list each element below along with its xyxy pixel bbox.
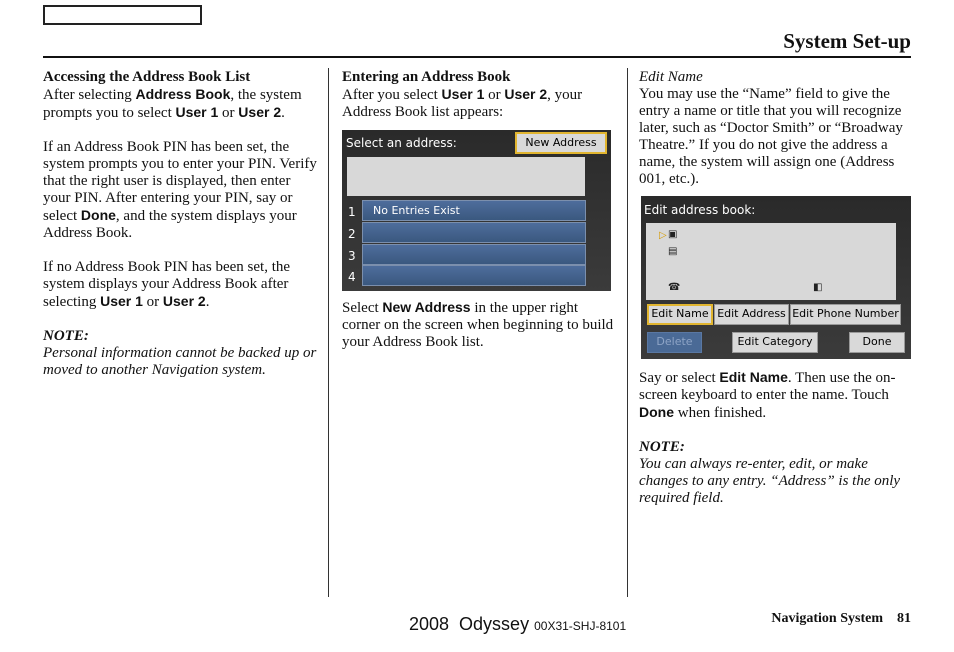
address-list-item[interactable] xyxy=(362,244,586,265)
text: or xyxy=(218,105,239,121)
ui-term: Done xyxy=(639,404,674,420)
paragraph xyxy=(43,259,318,311)
ui-term: New Address xyxy=(382,299,471,315)
text: . xyxy=(281,105,285,121)
ui-term: User 1 xyxy=(100,293,143,309)
paragraph xyxy=(43,86,318,122)
ui-term: User 2 xyxy=(504,86,548,102)
address-list-item[interactable] xyxy=(362,265,586,286)
delete-button[interactable]: Delete xyxy=(647,332,702,353)
ui-term: Edit Name xyxy=(719,369,788,385)
section-name: Navigation System xyxy=(771,611,883,626)
ui-term: User 2 xyxy=(238,104,282,120)
text: If no Address Book PIN has been set, the system displays your Address Book after selecting xyxy=(43,259,291,310)
select-address-screenshot xyxy=(342,130,611,291)
text: After selecting xyxy=(43,87,136,103)
column-divider-1 xyxy=(328,68,329,597)
text: After you select xyxy=(342,87,442,103)
text: . xyxy=(205,294,210,310)
footer-model xyxy=(409,614,626,636)
ui-term: Done xyxy=(80,207,116,223)
ui-term: User 1 xyxy=(441,86,485,102)
ui-term: User 1 xyxy=(175,104,219,120)
page-title: System Set-up xyxy=(783,29,911,53)
ui-term: User 2 xyxy=(162,293,206,309)
text: . Then use the on-screen keyboard to enter the name. Touch xyxy=(639,370,896,403)
ui-term: Address Book xyxy=(135,86,231,102)
header-rule xyxy=(43,56,911,58)
note-label: NOTE: xyxy=(43,328,89,344)
row-number: 2 xyxy=(348,227,356,241)
tab-edit-address[interactable]: Edit Address xyxy=(714,304,789,325)
row-number: 3 xyxy=(348,249,356,263)
arrow-icon: ▷ xyxy=(659,230,667,241)
publication-code: 00X31-SHJ-8101 xyxy=(534,619,627,633)
column-2 xyxy=(342,69,617,351)
model-name: 2008 Odyssey xyxy=(409,614,530,634)
text: or xyxy=(142,294,163,310)
paragraph xyxy=(639,369,911,422)
header-blank-box xyxy=(43,5,202,25)
phone-icon: ☎ xyxy=(668,282,681,293)
screen-panel xyxy=(347,157,585,196)
note-text: Personal information cannot be backed up or moved to another Navigation system. xyxy=(43,345,317,378)
section-heading: Edit Name xyxy=(639,69,703,85)
row-number: 1 xyxy=(348,205,356,219)
home-icon: ▣ xyxy=(668,229,678,240)
screen-panel xyxy=(646,223,896,300)
screen-title: Edit address book: xyxy=(644,203,756,217)
row-number: 4 xyxy=(348,270,356,284)
tab-edit-phone-number[interactable]: Edit Phone Number xyxy=(790,304,901,325)
category-icon: ◧ xyxy=(813,282,823,293)
text: Select xyxy=(342,300,383,316)
new-address-button[interactable]: New Address xyxy=(515,132,607,154)
paragraph xyxy=(342,86,617,121)
note-label: NOTE: xyxy=(639,439,685,455)
edit-address-book-screenshot xyxy=(641,196,911,359)
tab-edit-name[interactable]: Edit Name xyxy=(647,304,713,325)
text: when finished. xyxy=(674,405,767,421)
page-number: 81 xyxy=(897,611,911,626)
footer-section xyxy=(771,611,911,627)
screen-title: Select an address: xyxy=(346,136,457,150)
column-divider-2 xyxy=(627,68,628,597)
text: , and the system displays your Address Book. xyxy=(43,208,297,241)
text: , the system prompts you to select xyxy=(43,87,302,121)
paragraph: You may use the “Name” field to give the entry a name or title that you will recognize later, such as “Doctor Smith” or “Broadway Theatre.” If you do not give the address a name, the system will assign one (Address 001, etc.). xyxy=(639,86,903,187)
text: in the upper right corner on the screen when beginning to build your Address Book list. xyxy=(342,300,614,350)
text: Say or select xyxy=(639,370,720,386)
address-list-item[interactable] xyxy=(362,222,586,243)
text: , your Address Book list appears: xyxy=(342,87,583,120)
paragraph xyxy=(43,139,318,242)
section-heading: Entering an Address Book xyxy=(342,69,511,85)
note-text: You can always re-enter, edit, or make changes to any entry. “Address” is the only required field. xyxy=(639,456,901,506)
building-icon: ▤ xyxy=(668,246,678,257)
edit-category-button[interactable]: Edit Category xyxy=(732,332,818,353)
section-heading: Accessing the Address Book List xyxy=(43,69,251,85)
address-list-item[interactable]: No Entries Exist xyxy=(362,200,586,221)
done-button[interactable]: Done xyxy=(849,332,905,353)
column-3 xyxy=(639,69,911,507)
paragraph xyxy=(342,299,617,351)
column-1 xyxy=(43,69,318,379)
text: If an Address Book PIN has been set, the system prompts you to enter your PIN. Verify that the right user is displayed, then enter your PIN. After entering your PIN, say or select xyxy=(43,139,317,224)
text: or xyxy=(484,87,505,103)
